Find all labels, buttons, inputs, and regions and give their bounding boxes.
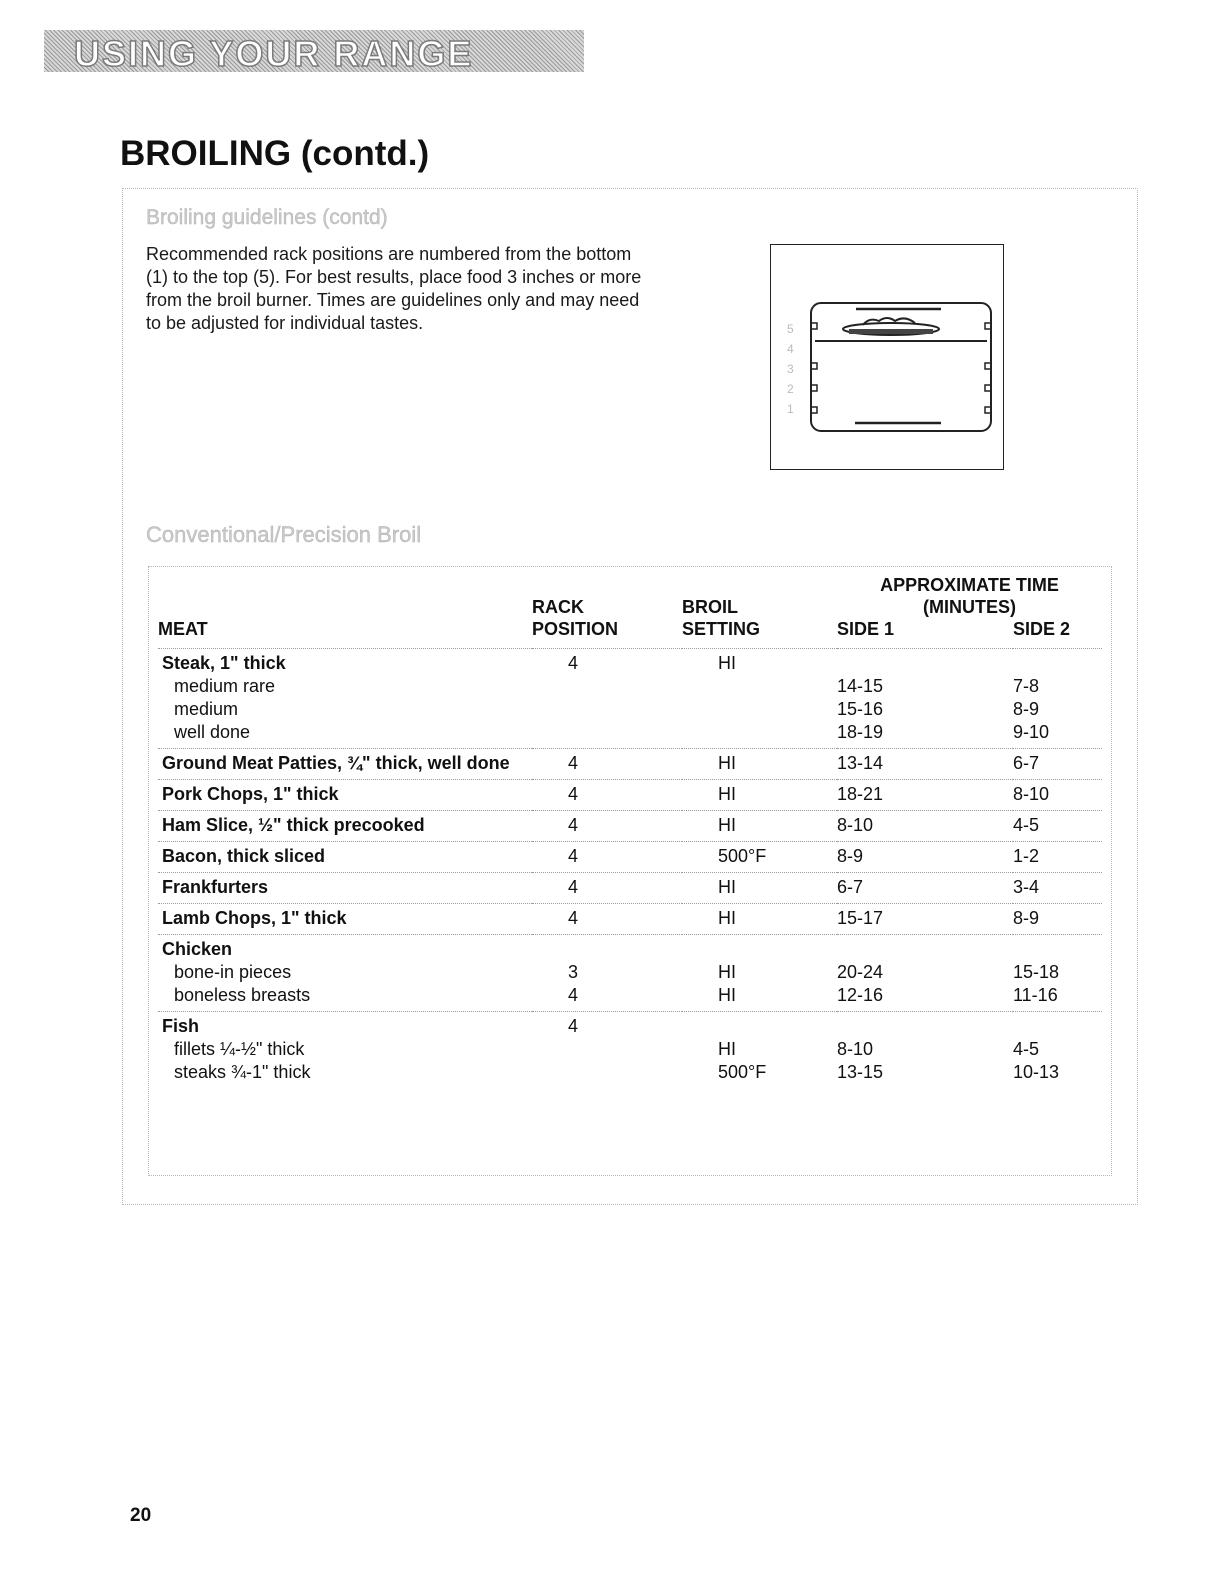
group-rack: 4	[568, 877, 579, 897]
page-number: 20	[130, 1505, 152, 1526]
item-setting: HI	[718, 962, 736, 982]
group-side2: 8-10	[1013, 784, 1050, 804]
meat-group-label: Ham Slice, ½" thick precooked	[162, 815, 425, 835]
item-side2: 4-5	[1013, 1039, 1040, 1059]
item-side2: 8-9	[1013, 699, 1040, 719]
header-side-2: SIDE 2	[1013, 619, 1071, 639]
cell-side2	[1013, 749, 1102, 780]
cell-setting	[682, 780, 837, 811]
meat-sub-item: medium rare	[174, 676, 276, 696]
cell-meat	[158, 749, 532, 780]
cell-setting	[682, 1012, 837, 1089]
cell-meat	[158, 811, 532, 842]
item-rack: 4	[568, 985, 579, 1005]
item-side2: 9-10	[1013, 722, 1050, 742]
oven-rack-illustration	[771, 245, 1002, 468]
group-side1: 8-10	[837, 815, 874, 835]
meat-sub-item: bone-in pieces	[174, 962, 292, 982]
rack-label-2: 2	[787, 382, 794, 396]
cell-setting	[682, 749, 837, 780]
meat-sub-item: fillets ¼-½" thick	[174, 1039, 305, 1059]
cell-setting	[682, 649, 837, 749]
group-setting: HI	[718, 753, 736, 773]
item-rack: 3	[568, 962, 579, 982]
meat-group-label: Frankfurters	[162, 877, 269, 897]
item-side1: 20-24	[837, 962, 884, 982]
cell-meat	[158, 780, 532, 811]
meat-group-label: Lamb Chops, 1" thick	[162, 908, 347, 928]
cell-setting	[682, 811, 837, 842]
item-side1: 8-10	[837, 1039, 874, 1059]
cell-side1	[837, 935, 1013, 1012]
group-side1: 18-21	[837, 784, 884, 804]
group-setting: HI	[718, 908, 736, 928]
meat-sub-item: well done	[174, 722, 251, 742]
group-side2: 4-5	[1013, 815, 1040, 835]
table-row	[158, 935, 1102, 1012]
cell-rack	[532, 780, 682, 811]
item-rack	[568, 675, 682, 698]
item-side1: 14-15	[837, 676, 884, 696]
cell-side2	[1013, 780, 1102, 811]
group-setting: HI	[718, 653, 736, 673]
group-side1	[837, 1015, 1013, 1038]
item-side2: 15-18	[1013, 962, 1060, 982]
cell-side2	[1013, 842, 1102, 873]
item-rack	[568, 698, 682, 721]
item-side2: 11-16	[1013, 985, 1058, 1005]
cell-rack	[532, 873, 682, 904]
item-rack	[568, 1061, 682, 1084]
meat-group-label: Steak, 1" thick	[162, 653, 286, 673]
section-banner-text: USING YOUR RANGE	[74, 33, 474, 72]
group-side2	[1013, 652, 1102, 675]
table-row	[158, 1012, 1102, 1089]
cell-meat	[158, 842, 532, 873]
guidelines-text: Recommended rack positions are numbered from the bottom (1) to the top (5). For best results, place food 3 inches or more from the broil burner. Times are guidelines only and may need to be adjusted for individual tastes.	[146, 244, 642, 333]
group-rack: 4	[568, 784, 579, 804]
group-rack: 4	[568, 815, 579, 835]
group-side2: 3-4	[1013, 877, 1040, 897]
group-setting	[718, 938, 837, 961]
section-banner	[44, 30, 584, 72]
page-title: BROILING (contd.)	[120, 134, 430, 173]
cell-side2	[1013, 811, 1102, 842]
cell-meat	[158, 904, 532, 935]
meat-sub-item: steaks ¾-1" thick	[174, 1062, 311, 1082]
rack-label-5: 5	[787, 322, 794, 336]
cell-meat	[158, 873, 532, 904]
item-setting: 500°F	[718, 1062, 767, 1082]
group-side2	[1013, 938, 1102, 961]
table-row	[158, 780, 1102, 811]
rack-label-1: 1	[787, 402, 794, 416]
cell-side1	[837, 749, 1013, 780]
cell-setting	[682, 935, 837, 1012]
meat-group-label: Pork Chops, 1" thick	[162, 784, 339, 804]
cell-side2	[1013, 935, 1102, 1012]
cell-side1	[837, 842, 1013, 873]
meat-group-label: Bacon, thick sliced	[162, 846, 326, 866]
table-row	[158, 873, 1102, 904]
cell-side1	[837, 811, 1013, 842]
header-rack-position: RACK POSITION	[532, 597, 619, 639]
item-side1: 15-16	[837, 699, 884, 719]
group-side2	[1013, 1015, 1102, 1038]
group-rack	[568, 938, 682, 961]
table-row	[158, 649, 1102, 749]
cell-side2	[1013, 873, 1102, 904]
group-side2: 6-7	[1013, 753, 1040, 773]
item-setting: HI	[718, 1039, 736, 1059]
group-side2: 1-2	[1013, 846, 1040, 866]
cell-side1	[837, 873, 1013, 904]
item-setting	[718, 721, 837, 744]
broiling-table	[158, 574, 1102, 1088]
oven-rack-figure	[770, 244, 1004, 470]
header-approximate-time: APPROXIMATE TIME (MINUTES)	[880, 575, 1059, 617]
cell-setting	[682, 904, 837, 935]
group-side1	[837, 938, 1013, 961]
cell-meat	[158, 1012, 532, 1089]
table-row	[158, 811, 1102, 842]
item-side2: 7-8	[1013, 676, 1040, 696]
cell-side2	[1013, 904, 1102, 935]
cell-side1	[837, 1012, 1013, 1089]
table-row	[158, 749, 1102, 780]
group-side1: 6-7	[837, 877, 864, 897]
cell-rack	[532, 904, 682, 935]
cell-side2	[1013, 649, 1102, 749]
cell-meat	[158, 649, 532, 749]
group-rack: 4	[568, 846, 579, 866]
group-rack: 4	[568, 1016, 579, 1036]
cell-side2	[1013, 1012, 1102, 1089]
item-setting: HI	[718, 985, 736, 1005]
group-setting: HI	[718, 784, 736, 804]
cell-setting	[682, 873, 837, 904]
cell-rack	[532, 935, 682, 1012]
cell-side1	[837, 904, 1013, 935]
meat-group-label: Chicken	[162, 939, 233, 959]
group-setting: HI	[718, 815, 736, 835]
group-rack: 4	[568, 908, 579, 928]
cell-side1	[837, 780, 1013, 811]
cell-rack	[532, 749, 682, 780]
rack-label-4: 4	[787, 342, 794, 356]
item-rack	[568, 1038, 682, 1061]
cell-side1	[837, 649, 1013, 749]
group-side1: 8-9	[837, 846, 864, 866]
meat-group-label: Fish	[162, 1016, 200, 1036]
meat-sub-item: medium	[174, 699, 239, 719]
table-row	[158, 904, 1102, 935]
cell-meat	[158, 935, 532, 1012]
table-row	[158, 842, 1102, 873]
group-setting	[718, 1015, 837, 1038]
item-side2: 10-13	[1013, 1062, 1060, 1082]
cell-rack	[532, 842, 682, 873]
guidelines-subheading: Broiling guidelines (contd)	[146, 206, 388, 229]
group-side1: 15-17	[837, 908, 884, 928]
item-side1: 18-19	[837, 722, 884, 742]
group-setting: 500°F	[718, 846, 767, 866]
group-rack: 4	[568, 653, 579, 673]
group-side1: 13-14	[837, 753, 884, 773]
header-broil-setting: BROIL SETTING	[682, 597, 761, 639]
rack-label-3: 3	[787, 362, 794, 376]
item-setting	[718, 698, 837, 721]
broil-table-subheading: Conventional/Precision Broil	[146, 522, 422, 547]
item-rack	[568, 721, 682, 744]
cell-setting	[682, 842, 837, 873]
item-side1: 12-16	[837, 985, 884, 1005]
cell-rack	[532, 811, 682, 842]
cell-rack	[532, 649, 682, 749]
meat-sub-item: boneless breasts	[174, 985, 311, 1005]
cell-rack	[532, 1012, 682, 1089]
group-rack: 4	[568, 753, 579, 773]
group-side1	[837, 652, 1013, 675]
header-side-1: SIDE 1	[837, 619, 895, 639]
group-side2: 8-9	[1013, 908, 1040, 928]
group-setting: HI	[718, 877, 736, 897]
meat-group-label: Ground Meat Patties, ¾" thick, well done	[162, 753, 510, 773]
item-setting	[718, 675, 837, 698]
item-side1: 13-15	[837, 1062, 884, 1082]
header-meat: MEAT	[158, 619, 208, 639]
